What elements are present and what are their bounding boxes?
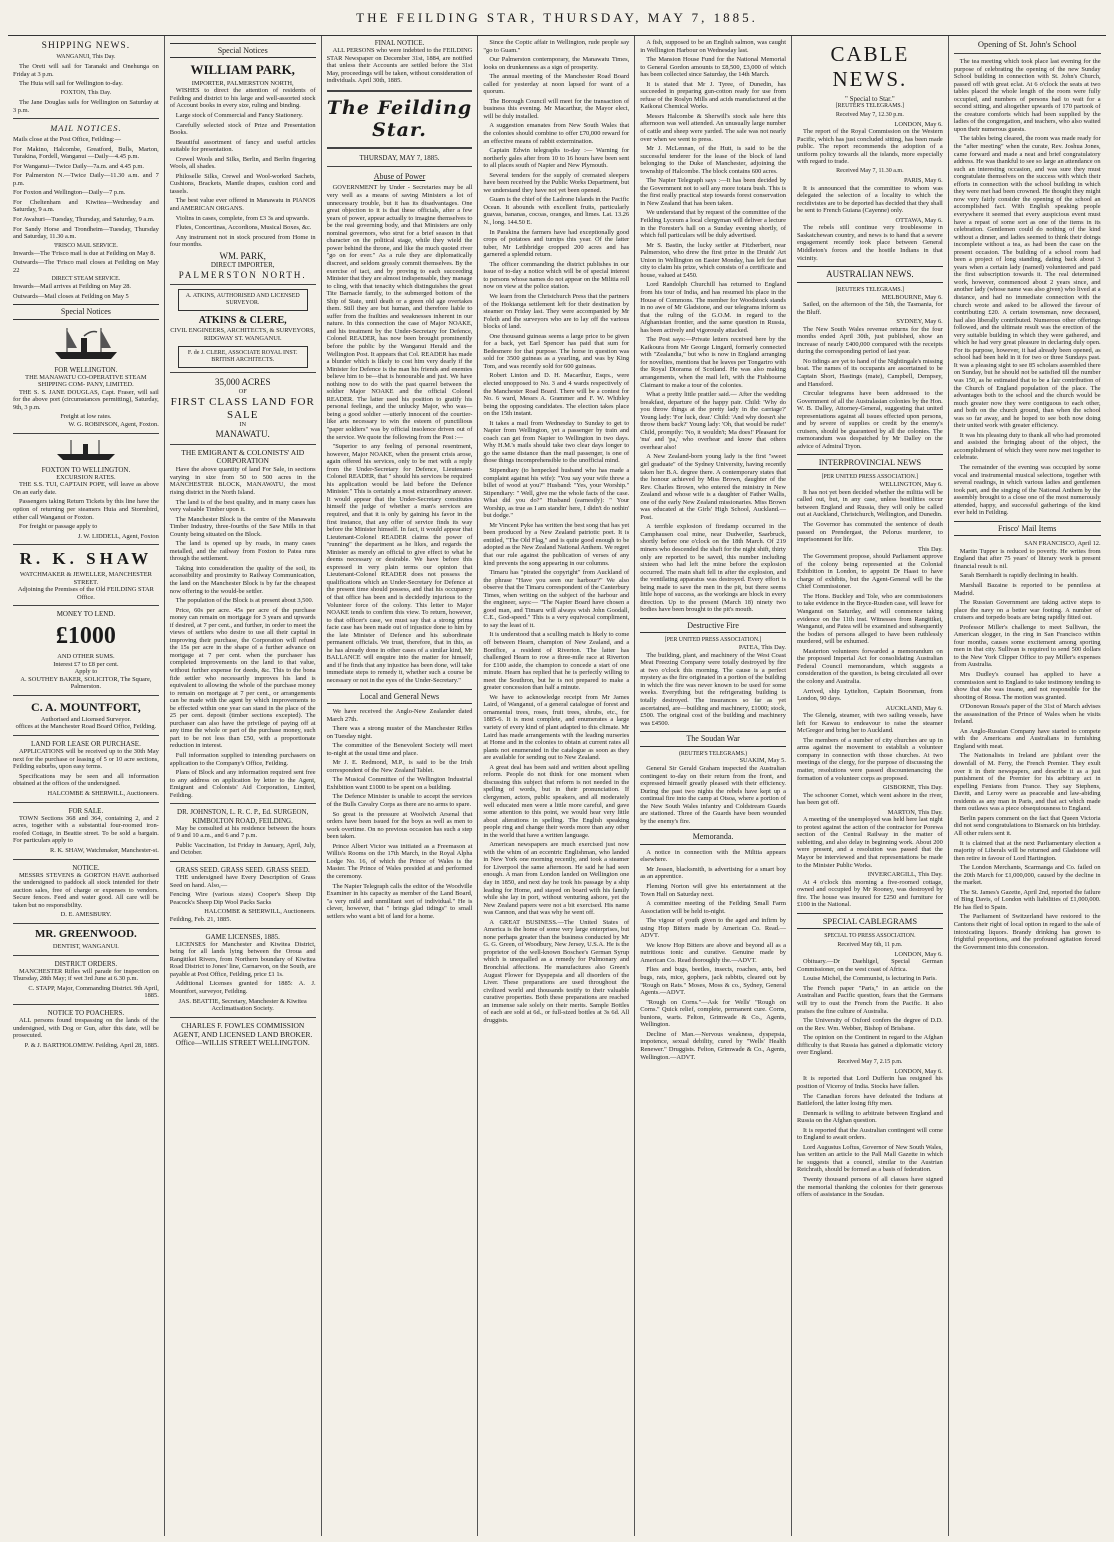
ad-text: Price, 60s per acre. 45s per acre of the purchase money can remain on mortgage for 3 years and upwards if desired, at 7 per cent., and further, in order to meet the views of settlers who desire to use all their capital in improving their purchase, the Corporation will refund the 15s per acre in the shape of a further advance on mortgage at 7 per cent. when the purchaser has completed improvements on the land to that value, without further expense for deeds, &c. This to the bona fide settler who necessarily improves his land is equivalent to allowing the whole of the purchase money to remain on mortgage at 7 per cent., or arrangements can be made with the agent by which improvements to be effected within one year can stand in the place of the 25 per cent. deposit (timber sections excepted). The purchaser can also have the privilege of paying off at any time the whole or part of the purchase money, such part to be not less than £50, with a proportionate reduction in interest. [169,606,316,750]
ad-text: LICENSES for Manchester and Kiwitea District, being for all lands lying between the Oroua and Rangitikei Rivers, from Northern boundary of Kiwitea Road District to Jones' line, Carnarvon, on the South, are payable at Post Office, Feilding, price £1 1s. [169,940,316,978]
divider [170,444,316,445]
ad-text: The land is of the best quality, and in many cases has very valuable Timber upon it. [169,498,316,514]
ad-heading: FOXTON TO WELLINGTON. [41,465,131,474]
column-5 [635,36,792,1536]
news-item: It is announced that the committee to whom was delegated the selection of a locality to which the recidivistes are to be deported has decided that they shall be sent to French Guiana (Cayenne) only. [796,184,943,215]
news-item: Stipendiary (to henpecked husband who has made a complaint against his wife): "You say your wife threw a billet of wood at you?" Husband: "Yes, your Worship." Stipendiary: " Well, give me the whole facts of the case. What did you do?" Husband (earnestly): " Your Worship, as true as I am standin' here, I didn't do nothin' but dodge." [483,466,630,520]
news-item: Guam is the chief of the Ladrone Islands in the Pacific Ocean. It abounds with excellent fruits, particularly guavas, bananas, cocoas, oranges, and limes. Lat. 13.26 N., long. 144.50 E. [483,196,630,227]
news-item: One thousand guineas seems a large price to be given for a back, yet Earl Spencer has paid that sum for Bedesmere for that purpose. The horse in question was sold for 3500 guineas as a yearling, and was by King Tom, and was recently sold for 600 guineas. [483,332,630,370]
issue-date: THURSDAY, MAY 7, 1885. [359,153,440,162]
ad-text: Have the above quantity of land For Sale, in sections varying in size from 50 to 500 acres in the MANCHESTER BLOCK, MANAWATU, the most rising district in the North Island. [169,466,316,496]
divider [327,90,473,92]
steamship-icon [51,438,121,462]
news-item: We know Hop Bitters are above and beyond all as a nutritious tonic and curative. Genuine made by American Co. Read thoroughly the.—ADVT. [640,941,786,964]
shipping-item: The Oreti will sail for Taranaki and Onehunga on Friday at 3 p.m. [13,63,159,78]
ad-heading: MANAWATU. [215,429,270,440]
ad-text: Full information supplied to intending purchasers on application to the Company's Office, Feilding. [169,752,316,767]
ad-text: The population of the Block is at present about 3,500. [175,597,314,605]
article-text: The tables being cleared, the room was made ready for the "after meeting" when the curate, Rev. Joshua Jones, came forward and made a neat and brief congratulatory address. He was thankful to see so large an attendance on such an interesting occasion, and was sure they must congratulate themselves on the success with which their efforts in connection with the school building in which they were met had been crowned. He thought they might now very fairly consider the opening of the school an accomplished fact. With English speaking people everywhere it seemed that every auspicious event must have a repast of some sort as one of the items in its celebration. Gentlemen could do nothing of the kind without a dinner, and ladies seemed to think their doings incomplete without a tea, as had been the case on the present occasion. The building of a school room had been a project of long standing, dating back about 3 years when a certain lady (named) volunteered and paid the first subscription towards it. The real determined work, however, commenced about 2 years since, and another lady (whose name was also given) who lived at a distance, and had no immediate connection with the church wrote and asked to be allowed the favour of contributing £20. A certain townsman, now deceased, had also liberally contributed. Numerous other offerings followed, and the ultimate result was the erection of the very suitable building in which they were gathered, and which he had very great pleasure in declaring duly open. For its purpose, however, it had already been opened, as school had been held in it for two or three Sundays past. It was a pleasing sight to see 85 scholars assembled there on Sunday, but he should not be satisfied till the number was 150, as he estimated that to be a fair contribution of the Church of England population of the place. The advantages both to the school and the church would be much greater now they were contiguous to each other, and both on the church ground, than when the school was so far away, and he hoped to see both now doing their united work with greater efficiency. [953,135,1101,430]
divider [13,955,159,956]
mail-item: Mails close at the Post Office, Feilding:— [13,136,121,144]
ad-text: Taking into consideration the quality of the soil, its accessibility and proximity to Railway Communication, the land on the Manchester Block is by far the cheapest now offering to the would-be settler. [169,564,316,595]
ad-text: THE S.S. TUI, CAPTAIN POPE, will leave as above On an early date. [13,481,159,496]
section-heading: Memoranda. [640,829,786,844]
ad-text: Specifications may be seen and all information obtained at the offices of the undersigned. [13,772,159,788]
ad-signature: R. K. SHAW, Watchmaker, Manchester-st. [49,846,159,854]
shipping-item: The Huia will sail for Wellington to-day. [19,80,123,88]
news-item: Mr J. E. Redmond, M.P., is said to be the Irish correspondent of the New Zealand Tablet. [326,759,473,774]
news-item: Lord Randolph Churchill has returned to England from his tour of India, and has resumed his place in the House of Commons. The member for Woodstock stands in no awe of Mr Gladstone, and our telegrams inform us that the ruling of the G.O.M. in regard to the Afghanistan frontier, and the same question in Russia, has been actively and vigorously attacked. [640,281,786,334]
section-heading: INTERPROVINCIAL NEWS [797,454,943,470]
ad-subheading: EXCURSION RATES. [56,473,116,481]
ad-signature: C. STAPP, Major, Commanding District. 9th April, 1885. [28,984,159,1000]
wire-credit: [PER UNITED PRESS ASSOCIATION.] [664,637,762,644]
ad-heading: THE EMIGRANT & COLONISTS' AID CORPORATION [181,447,305,466]
news-item: A New Zealand-born young lady is the first "sweet girl graduate" of the Sydney University, having recently taken her B.A. degree there. A contemporary states that the honour achieved by Miss Brown, daughter of the Rev. Charles Brown, who entered the ministry in New Zealand and whose wife is a daughter of Father Wallis, one of the early New Zealand missionaries. Miss Brown was educated at the Girls' High School, Auckland.—Post. [640,453,786,521]
news-item: Mr Jessen, blacksmith, is advertising for a smart boy as an apprentice. [640,865,786,881]
news-item: Robert Linton and D. H. Macarthur, Esqrs., were elected unopposed to No. 3 and 4 wards respectively of the Manchester Road Board. There will be a contest for No. 6 ward, Messrs A. Grammer and F. W. Whibley being the opposing candidates. The election takes place on the 15th instant. [483,372,630,418]
dateline: LONDON, May 6. [894,120,943,128]
received-time: Received May 6th, 11 p.m. [837,941,903,948]
page-masthead: THE FEILDING STAR, THURSDAY, MAY 7, 1885. [8,0,1106,36]
dateline: OTTAWA, May 6. [895,216,943,224]
ad-text: THE undersigned have Every Description of Grass Seed on hand. Also,— [169,874,316,889]
news-item: The French paper "Paris," in an article on the Australian and Pacific question, fears that the Germans will try to oust the French from the Pacific. It also praises the fine culture of Australia. [796,984,943,1015]
ad-heading: WILLIAM PARK, [190,62,295,78]
mail-subheading: 'FRISCO MAIL SERVICE. [53,242,118,249]
news-item: The schooner Comet, which went ashore in the river, has been got off. [796,791,943,807]
divider [327,147,473,149]
news-item: It is reported that Lord Dufferin has resigned his position of Viceroy of India. Stocks have fallen. [796,1075,943,1091]
ad-text: Freight at low rates. [60,413,112,421]
ad-text: May be consulted at his residence between the hours of 9 and 10 a.m., and 6 and 7 p.m. [169,824,316,840]
ad-text: Any instrument not in stock procured from Home in four months. [169,233,316,249]
news-item: Louise Michel, the Communist, is lecturing in Paris. [802,975,937,983]
ad-heading: MR. GREENWOOD. [35,928,137,941]
ad-text: THE S. S. JANE DOUGLAS, Capt. Fraser, will sail for the above port (circumstances permitting), Saturday, 9th, 3 p.m. [13,388,159,411]
news-item: Berlin papers comment on the fact that Queen Victoria did not send congratulations to Bismarck on his birthday. All other rulers sent it. [953,814,1101,837]
section-heading: Special Notices [170,43,316,58]
news-item: Flies and bugs, beetles, insects, roaches, ants, bed bugs, rats, mice, gophers, jack rabbits, cleared out by "Rough on Rats." Moses, Moss & co., Sydney, General Agents.—ADVT. [640,966,786,997]
news-item: The committee of the Benevolent Society will meet to-night at the usual time and place. [326,742,473,757]
dateline: GISBORNE, This Day. [882,784,943,792]
news-item: Mr Vincent Pyke has written the best song that has yet been produced by a New Zealand patriotic poet. It is entitled, "The Old Flag," and is quite good enough to be adopted as the New Zealand National Anthem. We regret that our rule against the publication of verses of any kind prevents the song appearing in our columns. [483,521,630,567]
ad-date: Feilding, Feb. 21, 1885. [169,915,232,923]
divider [170,284,316,285]
news-item: Martin Tupper is reduced to poverty. He writes from England that after 75 years' of literary work is present financial result is nil. [953,547,1101,570]
mail-heading: MAIL NOTICES. [50,123,122,134]
news-item: Messrs Halcombe & Sherwill's stock sale here this afternoon was well attended. An unusually large number of cattle and sheep were yarded. The sale was not nearly over when we went to press. [640,112,786,143]
divider [170,803,316,804]
dateline: MARTON, This Day. [887,808,943,816]
ad-text: Flutes, Concertinas, Accordions, Musical Boxes, &c. [175,224,312,232]
section-heading: AUSTRALIAN NEWS. [797,266,943,283]
ad-heading: CHARLES F. FOWLES COMMISSION AGENT, AND LICENSED LAND BROKER. Office—WILLIS STREET WELLINGTON. [172,1020,313,1048]
ad-signature: J. W. LIDDELL, Agent, Foxton [77,532,159,540]
ad-text: Additional Licenses granted for 1885: A. J. Mountfort, surveyor, Feilding. [169,980,316,996]
divider [13,859,159,860]
news-item: The Nationalists in Ireland are jubilant over the downfall of M. Ferry, the French Premier. They exult over it in their newspapers, and describe it as a just punishment of the Premier for his arbitrary act in expelling Fenians from France. They say Stephens, Davitt, and Leroy were as peaceable and law-abiding residents as any man in Paris, and that act which made them outlaws was a piece obsequiousness to England. [953,752,1101,813]
dateline: MELBOURNE, May 6. [881,293,943,301]
news-item: O'Donovan Rossa's paper of the 31st of March advises the assassination of the Prince of Wales when he visits Ireland. [953,703,1101,726]
news-item: A committee meeting of the Feilding Small Farm Association will be held to-night. [640,900,786,915]
wire-credit: [PER UNITED PRESS ASSOCIATION.] [821,474,919,481]
mail-item: For Cheltenham and Kiwitea—Wednesday and Saturday, 9 a.m. [13,198,159,214]
ad-text: Fencing Wire (various sizes) Cooper's Sheep Dip Peacock's Sheep Dip Wool Packs Sacks [169,891,316,906]
ad-text: Interest £7 to £8 per cent. [53,660,119,668]
news-item: So great is the pressure at Woolwich Arsenal that orders have been issued for the boys as well as men to work overtime. On no previous occasion has such a step been taken. [326,810,473,841]
mail-item: Outwards—Mail closes at Feilding on May 5 [13,292,129,300]
news-item: The vigour of youth given to the aged and infirm by using Hop Bitters made by American Co. Read.—ADVT. [640,917,786,940]
dateline: SUAKIM, May 5. [739,757,786,765]
news-item: The Napier Telegraph says :—It has been decided by the Government not to sell any more totara bush. This is the first really practical step towards forest conservation in New Zealand that has been taken. [640,177,786,207]
news-item: The Russian Government are taking active steps to place the navy on a better war footing. A number of cruisers and torpedo boats are being rapidly fitted out. [953,599,1101,622]
dateline: LONDON, May 6. [894,1067,943,1075]
news-item: The Defence Minister is unable to accept the services of the Bulls Cavalry Corps as there are no arms to spare. [326,793,473,809]
ad-heading: C. A. MOUNTFORT, [31,699,141,714]
ad-text: MESSRS STEVENS & GORTON HAVE authorised the undersigned to paddock all stock intended for their auction sales, free of charge or expenses to vendors. Secure fences. Feed and water good. All care will be taken but no responsibility. [13,871,159,909]
ad-heading: GAME LICENSES, 1885. [205,932,280,941]
mail-item: For Awahuri—Tuesday, Thursday, and Saturday, 9 a.m. [13,216,155,224]
news-item: American newspapers are much exercised just now with the whim of an eccentric Englishman, who landed in New York one morning recently, and took a steamer for Liverpool the same afternoon. He said he had seen enough. A man from London landed on Wellington one day in 1850, and next day he took his passage by a ship leading for Home, and stayed on board with his family while she lay in port, without venturing ashore, yet the New Zealand papers were not a bit exercised. His name was Cannon, and that was why he went off. [483,841,630,917]
ad-text: Violins in cases, complete, from £3 3s and upwards. [175,214,310,222]
news-item: The opinion on the Continent in regard to the Afghan difficulty is that Russia has gained a diplomatic victory over England. [796,1034,943,1057]
news-item: No tidings are yet to hand of the Nightingale's missing boat. The names of its occupants are ascertained to be Captain Short, Hastings (mate), Campbell, Dempsey, and Hansford. [796,357,943,388]
ad-text: Crewel Wools and Silks, Berlin, and Berlin fingering Wools, all shades. [169,155,316,171]
ad-box: A. ATKINS, AUTHORISED AND LICENSED SURVEYOR. [178,289,308,311]
news-item: Since the Coptic affair in Wellington, rude people say "go to Guam." [483,39,630,54]
notice-heading: FINAL NOTICE. [374,39,425,47]
news-item: The Borough Council will meet for the transaction of business this evening. Mr Macarthur, the Mayor elect, will be duly installed. [483,97,630,120]
dateline: SYDNEY, May 6. [896,318,943,326]
divider [13,433,159,434]
ad-heading: NOTICE TO POACHERS. [47,1008,125,1017]
news-item: Timaru has "pirated the copyright" from Auckland of the phrase "Have you seen our harbour?" We also observe that the Timaru correspondent of the Canterbury Times, when writing on the subject of the harbour and the engineer, says:— "The Napier Board have chosen a good man, and Timaru will always wish John Goodall, C.E., God-speed." This is a very equivocal compliment, to say the least of it. [483,569,630,629]
ad-box: F. de J. CLERE, ASSOCIATE ROYAL INST. BRITISH ARCHITECTS. [178,346,308,368]
ad-text: Large stock of Commercial and Fancy Stationery. [175,111,303,119]
shipping-heading: SHIPPING NEWS. [41,41,131,51]
news-item: Sarah Bernhardt is rapidly declining in health. [959,572,1078,580]
section-heading: Destructive Fire [640,618,786,633]
ad-subheading: CIVIL ENGINEERS, ARCHITECTS, & SURVEYORS, RIDGWAY ST. WANGANUI. [170,327,316,342]
news-item: We have to acknowledge receipt from Mr James Laird, of Wanganui, of a general catalogue of forest and ornamental trees, roses, fruit trees, shrubs, etc., for 1885-6. It is most complete, and enumerates a large variety of every kind of plant adapted to this climate. Mr Laird has made arrangements with the leading nurseries at Home and in the colonies to obtain at current rates all plants not enumerated in the catalogue as soon as they are available for sending out to New Zealand. [483,693,630,762]
column-6 [792,36,949,1536]
received-time: Received May 7, 11.30 a.m. [836,167,904,174]
news-item: Mr J. McLennan, of the Hutt, is said to be the successful tenderer for the lease of the block of land belonging to the Duke of Manchester, adjoining the township of Halcombe. The block contains 600 acres. [640,145,786,175]
news-item: A notice in connection with the Militia appears elsewhere. [640,848,786,864]
news-item: The Mansion House Fund for the National Memorial to General Gordon amounts to £8,500, £3,000 of which has been collected since Saturday, the 14th March. [640,56,786,79]
dateline: PATEA, This Day. [738,644,786,652]
news-item: Sailed, on the afternoon of the 5th, the Tasmania, for the Bluff. [796,301,943,316]
ad-text: Carefully selected stock of Prize and Presentation Books. [169,121,316,137]
mail-item: Inwards—The 'Frisco mail is due at Feilding on May 8. [13,249,156,257]
ad-heading: IN [239,421,247,429]
ad-text: TOWN Sections 368 and 364, containing 2, and 2 acres, together with a substantial four-roomed iron-roofed Cottage, in Beattie street. To be sold a bargain. For particulars apply to [13,814,159,845]
column-4 [478,36,635,1536]
column-container [8,36,1106,1536]
ad-heading: DISTRICT ORDERS. [54,959,118,968]
dateline: SAN FRANCISCO, April 12. [1024,540,1101,548]
steamship-icon [51,324,121,362]
shipping-item: The Jane Douglas sails for Wellington on Saturday at 3 p.m. [13,99,159,114]
ad-subheading: Authorised and Licensed Surveyor. [40,715,131,723]
news-item: Circular telegrams have been addressed to the Government of all the Australasian colonies by the Hon. W. B. Dalley, Attorney-General, suggesting that united representations against all issues effected upon persons, and by severe of supplies or credit by the enemy's cruisers, should be guaranteed by all the colonies. The memorandum was despatched by Mr Dalley on the advice of Admiral Tryon. [796,390,943,450]
mail-item: For Palmerston N.—Twice Daily—11.30 a.m. and 7 p.m. [13,172,159,187]
ad-heading: FOR WELLINGTON. [54,365,118,374]
news-item: The Musical Committee of the Wellington Industrial Exhibition want £1000 to be spent on a building. [326,776,473,791]
received-time: Received May 7, 2.15 p.m. [837,1058,903,1065]
news-item: The Parliament of Switzerland have restored to the Cantons their right of local option in regard to the sale of intoxicating liquors. Brandy drinking has grown to frightful proportions, and the profound agitation forced the Government into this concession. [953,913,1101,951]
column-2 [165,36,322,1536]
ad-signature: DIRECT IMPORTER, [210,261,275,270]
ad-text: The land is opened up by roads, in many cases metalled, and the railway from Foxton to Patea runs through the settlement. [169,540,316,563]
ad-subheading: AND OTHER SUMS. [57,653,115,660]
dateline: AUCKLAND, May 6. [885,704,943,712]
ad-text: Public Vaccination, 1st Friday in January, April, July, and October. [169,841,316,857]
divider [13,605,159,606]
ad-subheading: WATCHMAKER & JEWELLER, MANCHESTER STREET. [19,571,152,586]
dateline: This Day. [917,545,943,553]
news-item: An Anglo-Russian Company have started to compete with the Americans and Australians in furnishing England with meat. [953,727,1101,750]
divider [13,923,159,924]
ad-heading: OF [238,387,247,395]
column-3 [322,36,479,1536]
dateline: WELLINGTON, May 6. [879,481,943,489]
dateline: PARIS, May 6. [903,177,943,185]
ad-heading: FIRST CLASS LAND FOR SALE [170,395,315,421]
news-item: It has not yet been decided whether the militia will be called out, but, in any case, unless hostilities occur between England and Russia, they will only be called out at Auckland, Christchurch, Wellington, and Dunedin. [796,488,943,519]
newspaper-logo: The Feilding Star. [326,96,473,142]
article-heading: Opening of St. John's School [977,39,1077,49]
ad-signature: WM. PARK, [219,250,266,261]
article-text: "Superior to any feeling of personal resentment, however, Major NOAKE, when the present crisis arose, again offered his services, only to be met with a reply from the Under-Secretary for Defence, Lieutenant-Colonel READER, that " should his services be required his application would be laid before the Defence Minister." This is certainly a most extraordinary answer. It would appear that the Under-Secretary constitutes himself the judge of whether a man's services are required, and that it is only by gaining his favor in the first instance, that any offer of service finds its way before the Minister himself. In fact, it would appear that Lieutenant-Colonel READER claims the power of "running" the department as he likes, and regards the Minister as merely an official to give effect to what he deems necessary or desirable. We have before this expressed in very plain terms our opinion that Lieutenant-Colonel READER does not possess the qualifications which an Under-Secretary for Defence at the present time should possess, and that his occupancy of that office has been and is decidedly injurious to the Volunteer force of the colony. This letter to Major NOAKE tends to confirm this view. To return, however, to that officer's case, we must say that a strong prima facie case has been made out of injustice done to him by the late Minister of Defence and his subordinate permanent officials. We trust, therefore, that in this, as he has already done in other cases of a similar kind, Mr BALLANCE will enquire into the matter for himself, and if he finds that any injustice has been done, will take immediate steps to remedy it, whether such a course be necessary or not in the eyes of the Under-Secretary." [326,443,473,685]
wire-credit: [REUTER'S TELEGRAMS.] [835,102,904,109]
news-item: The Napier Telegraph calls the editor of the Woodville Examiner in his capacity as member of the Land Board, "a very mild and unmilitant sort of individual." He is clever, however, that " brings glad tidings" to small settlers who want a bit of land for a home. [326,882,473,920]
wire-credit: (REUTER'S TELEGRAMS.) [678,750,748,757]
news-item: The Governor has commuted the sentence of death passed on Prendergast, the Pelorus murderer, to imprisonment for life. [796,521,943,544]
news-item: Masterton volunteers forwarded a memorandum on the proposed Imperial Act for consolidating Australian Federal Council memorandum, which suggests a consideration of the question, is being circulated all over the colony and Australia. [796,647,943,685]
divider [13,118,159,119]
news-item: Prince Albert Victor was initiated as a Freemason at Willis's Rooms on the 17th March, in the Royal Alpha Lodge No. 16, of which the Prince of Wales is the Master. The Prince of Wales presided at and performed the ceremony. [326,842,473,880]
article-text: The remainder of the evening was occupied by some vocal and instrumental musical selections, together with several readings, in which various ladies and gentlemen took part, and the singing of the National Anthem by the assembly brought to a close one of the most numerously attended, happy, and successful gatherings of the kind ever held in Feilding. [953,464,1101,517]
divider [13,735,159,736]
news-item: The building, plant, and machinery of the West Coast Meat Freezing Company were totally destroyed by fire at two o'clock this morning. The cause is a perfect mystery as the fire originated in a portion of the building in which the fire was never known to be used for some weeks. Everything but the refrigerating building is totally destroyed. The insurances so far as yet ascertained, are—building and machinery, £1000; stock, £500. The original cost of the building and machinery was £4500. [640,651,786,727]
news-item: General Sir Gerald Graham inspected the Australian contingent to-day on their return from the front, and expressed himself greatly pleased with their efficiency. During the past two nights the rebels have kept up a continual fire into the camp at Otsoa, where a portion of the New South Wales infantry and Coldstream Guards are stationed. Three of the Guards have been wounded by the enemy's fire. [640,765,786,825]
news-item: We have received the Anglo-New Zealander dated March 27th. [326,708,473,723]
news-item: What a pretty little prattler said.— After the wedding breakfast, departure of the happy pair. Child: 'Why do you throw things at the pretty lady in the carriage?' Young lady: 'For luck, dear.' Child: 'And why doesn't she throw them back?' Young lady: 'Oh, that would be rude!' Child, promptly: 'No, it wouldn't; Ma does!' Pleasant for 'ma' and 'pa,' who overhear and know that others overhear also! [640,391,786,451]
wire-credit: SPECIAL TO PRESS ASSOCIATION. [824,932,916,939]
ad-heading: R. K. SHAW [19,549,153,569]
news-item: Our Palmerston contemporary, the Manawatu Times, looks on drunkenness as a sign of prosperity. [483,56,630,71]
mail-item: Outwards—The 'Frisco mail closes at Feilding on May 22 [13,259,159,274]
dateline: FOXTON, This Day. [60,89,112,96]
news-item: In Parakina the farmers have had exceptionally good crops of potatoes and turnips this year. Of the latter tuber, Mr Lethbridge cropped 200 acres and has garnered a splendid return. [483,228,630,259]
divider [13,544,159,545]
ad-heading: LAND FOR LEASE OR PURCHASE. [30,739,141,748]
ad-signature: PALMERSTON NORTH. [178,269,307,280]
news-item: There was a strong muster of the Manchester Rifles on Tuesday night. [326,725,473,740]
news-item: It is claimed that at the next Parliamentary election a majority of Liberals will be returned and Gladstone will then retire in favour of Lord Hartington. [953,839,1101,862]
notice-text: ALL PERSONS who were indebted to the FEILDING STAR Newspaper on December 31st, 1884, are notified that unless their Accounts are settled before the 31st May, proceedings will be taken, without consideration of individuals. April 30th, 1885. [326,47,473,85]
ad-text: MANCHESTER Rifles will parade for inspection on Thursday, 28th May; if wet 3rd June at 6.30 p.m. [13,967,159,983]
ad-text: Apply to [74,668,98,676]
section-heading: Frisco' Mail Items [954,521,1101,536]
news-item: It is understood that a sculling match is likely to come off between Hearn, champion of New Zealand, and a Bonifice, a resident of Riverton. The latter has challenged Hearn to row a three-mile race at Riverton for £100 aside, the champion to concede a start of one minute. Hearn has replied that he is perfectly willing to meet the Southron, but he is not prepared to make a greater concession than half a minute. [483,631,630,692]
article-text: GOVERNMENT by Under - Secretaries may be all very well as a means of saving Ministers a lot of unnecessary trouble, but it has its disadvantages. One great objection to it is that these officials, after a few years of power, appear actually to imagine themselves to be the real governing body, and that Ministers are only nominal governors, who strut for a brief season in that character on the political stage, while they wield the power behind the throne, and like the much quoted river "go on for ever." As a rule they are diplomatically discreet, and seldom grossly commit themselves. By the exercise of tact, and by proving to each succeeding Minister that they are almost indispensable, they manage to cling, with that tenacity which distinguishes the great Tite Barnacle family, to the submerged bottom of the Ship of State, until death or a green old age overtakes them. Still they are but human, and therefore liable to suffer from the frailties and weaknesses inherent in our nature. In this connection the case of Major NOAKE, and his treatment by the Under-Secretary for Defence, Colonel READER, has now been brought prominently before the public by the Wanganui Herald and the Wellington Post. It appears that Col. READER has made a blunder which is likely to cost him very dearly if the Minister for Defence is the man his friends and enemies believe him to be—that is honourable and just. We have nothing now to do with the past quarrel between the soldier Major NOAKE and the official Colonel READER. The latter used his position to gratify his personal feelings, and the unlucky Major, who was—being a good soldier —utterly innocent of the courtier-like arts necessary to win the esteem of punctilious "paper soldiers" was by official insolence driven out of the service. We quote the following from the Post :— [326,184,473,441]
news-item: The New South Wales revenue returns for the four months ended April 30th, just published, show an increase of nearly £400,000 compared with the receipts during the corresponding period of last year. [796,325,943,356]
ad-text: For freight or passage apply to [19,523,98,531]
article-text: The tea meeting which took place last evening for the purpose of celebrating the opening of the new Sunday School building in connection with St. John's Church, passed off with great eclat. At 6 o'clock the seats at two tables placed the whole length of the room were fully occupied, and numbers of persons had to wait for a second sitting, and altogether upwards of 170 partook of the creature comforts which had been supplied by the ladies of the congregation, and teachers, who also waited upon their numerous guests. [953,58,1101,133]
news-item: Twenty thousand persons of all classes have signed the memorial thanking the colonies for their generous offers of assistance in the Soudan. [796,1176,943,1199]
column-1 [8,36,165,1536]
news-item: The Post says:—Private letters received here by the Kaikoura from Mr George Lingard, formerly connected with "Zealandia," but who is now in England arranging for novelties, mentions that he leaves per Tongariro with the Royal Diorama of Scotland. He was also making arrangements, when the mail left, with the Fishbourne Claimant to make a tour of the colonies. [640,336,786,389]
ad-subheading: DENTIST, WANGANUI. [52,943,119,950]
news-item: Obituary.—Dr Daehligel, Special German Commissioner, on the west coast of Africa. [796,958,943,973]
divider [13,802,159,803]
divider [170,1017,316,1018]
news-item: Marshall Bazaine is reported to be penniless at Madrid. [953,582,1101,597]
news-item: The Hons. Buckley and Tole, who are commissioners to take evidence in the Bryce-Rusden case, will leave for Wanganui on Saturday, and will commence taking evidence on the 11th inst. Witnesses from Rangitikei, Wanganui, and Patea will be examined and subsequently the bodies of persons alleged to have been ruthlessly murdered, will be exhumed. [796,592,943,646]
divider [170,861,316,862]
mail-subheading: DIRECT STEAM SERVICE. [51,276,121,283]
ad-heading: MONEY TO LEND. [56,610,116,619]
news-item: The rebels still continue very troublesome in Saskatchewan country, and news is to hand that a severe engagement recently took place between General Middleton's forces and the hostile Indians in that vicinity. [796,224,943,262]
section-heading: CABLE NEWS. [830,42,910,91]
news-item: The Government propose, should Parliament approve of the colony being represented at the Colonial Exhibition in London, to appoint Dr Haast to have charge of exhibits, but the Agent-General will be the Chief Commissioner. [796,553,943,591]
article-heading: Abuse of Power [373,172,426,182]
news-item: It takes a mail from Wednesday to Sunday to get to Napier from Wellington, yet a passenger by train and coach can get from Napier to Wellington in two days. Why H.M.'s mails should take two clear days longer to go the same distance than the mail passenger, is one of those things incomprehensible to the unofficial mind. [483,419,630,465]
wire-credit: [REUTER'S TELEGRAMS.] [835,286,904,293]
ad-signature: A. SOUTHEY BAKER, SOLICITOR, The Square, Palmerston. [20,675,152,691]
news-item: Mr S. Bastin, the lucky settler at Fitzherbert, near Palmerston, who drew the first prize in the Druids' Art Union in Wellington on Easter Monday, has left for that city to claim his prize, which consists of a certificate and house, valued at £450. [640,241,786,279]
section-heading: Local and General News [327,689,473,704]
ad-signature: HALCOMBE & SHERWILL, Auctioneers. [204,908,316,916]
ad-signature: D. E. AMESBURY. [60,911,112,919]
mail-item: For Wanganui—Twice Daily—7a.m. and 4.45 p.m. [13,162,144,170]
section-heading: Special Notices [13,304,159,319]
news-item: The London Merchants, Scarmanga and Co. failed on the 20th March for £1,000,000, caused by the decline in the market. [953,864,1101,887]
divider [327,166,473,167]
news-item: Arrived, ship Lyttelton, Captain Boorsman, from London, 90 days. [796,687,943,703]
news-item: At 4 o'clock this morning a five-roomed cottage, owned and occupied by Mr Rooney, was destroyed by fire. The house was insured for £250 and furniture for £100 in the National. [796,878,943,909]
ad-text: APPLICATIONS will be received up to the 30th May next for the purchase or leasing of 5 or 10 acre sections, Feilding suburbs, upon easy terms. [13,748,159,771]
ad-text: offices at the Manchester Road Board Office, Feilding. [15,723,157,731]
news-item: The officer commanding the district publishes in our issue of to-day a notice which will be of special interest to persons whose names do not appear on the Militia roll now on view at the police station. [483,260,630,291]
ad-signature: JAS. BEATTIE, Secretary, Manchester & Kiwitea Acclimatisation Society. [178,997,307,1013]
section-heading: The Soudan War [640,731,786,746]
divider [170,372,316,373]
news-item: A fish, supposed to be an English salmon, was caught in Wellington Harbour on Wednesday last. [640,39,786,54]
news-item: A GREAT BUSINESS.—The United States of America is the home of some very large enterprises, but none perhaps greater than the business conducted by Mr G. G. Green, of Woodbury, New Jersey, U.S.A. He is the proprietor of the well-known Boschee's German Syrup which is unequalled as a remedy for Pulmonary and Bronchial affections. He manufactures also Green's August Flower for Dyspepsia and all disorders of the Liver. These preparations are used throughout the civilized world and thousands testify to their valuable curative properties. Both these preparations are reached an immense sale solely on their merits. Sample Bottles of each are sold at 6d., or full-sized bottles at 3s 6d. All druggists. [483,918,630,1024]
ad-text: ALL persons found trespassing on the lands of the undersigned, with Dog or Gun, after this date, will be prosecuted. [13,1017,159,1040]
ad-signature: W. G. ROBINSON, Agent, Foxton. [68,421,159,429]
ad-signature: P. & J. BARTHOLOMEW. Feilding, April 28, 1885. [24,1041,159,1049]
ad-text: Beautiful assortment of fancy and useful articles suitable for presentation. [169,138,316,154]
news-item: Several tenders for the supply of cremated sleepers have been received by the Public Works Department, but we understand they have not yet been opened. [483,171,630,194]
news-item: The report of the Royal Commission on the Western Pacific, which has just concluded sitting, has been made public. The report recommends the adoption of a uniform policy towards all the islands, more especially with regard to trade. [796,128,943,166]
ad-text: Plans of Block and any information required sent free to any address on application by letter to the Agent, Emigrant and Colonists' Aid Corporation, Limited, Feilding. [169,769,316,799]
ad-text: The Manchester Block is the centre of the Manawatu Timber Industry, three-fourths of the Saw Mills in that County being situated on the Block. [169,515,316,538]
news-item: We learn from the Christchurch Press that the partners of the Hokianga settlement left for their destination by steamer on Friday last. They were accompanied by Mr Foleth and the surveyors who are to lay off the various blocks of land. [483,292,630,331]
ad-signature: HALCOMBE & SHERWILL, Auctioneers. [47,789,159,797]
ad-text: Passengers taking Return Tickets by this line have the option of returning per steamers Huia and Stormbird, either call Wanganui or Foxton. [13,498,159,521]
dateline: INVERCARGILL, This Day. [867,871,943,879]
news-item: The Canadian forces have defeated the Indians at Battleford, the latter losing fifty men. [796,1092,943,1108]
ad-subheading: THE MANAWATU CO-OPERATIVE STEAM SHIPPING COM- PANY, LIMITED. [25,373,147,389]
news-item: The members of a number of city churches are up in arms against the movement to establish a volunteer company in connection with those churches. At two meetings of the clergy, for the purpose of discussing the matter, resolutions were passed discountenancing the formation of a volunteer corps as proposed. [796,736,943,782]
ad-subheading: IMPORTER, PALMERSTON NORTH, [191,79,294,87]
mail-item: Inwards—Mail arrives at Feilding on May 28. [13,282,132,290]
news-item: A meeting of the unemployed was held here last night to protest against the action of the contractor for Porewa section of the Central Railway in the matter of subletting, and also delay in beginning work. About 200 were present, and a resolution was passed that the Mayor be interviewed and that representations be made to the Minister Public Works. [796,816,943,869]
news-item: Denmark is willing to arbitrate between England and Russia on the Afghan question. [796,1109,943,1125]
ad-heading: DR. JOHNSTON, L. R. C. P., Ed. SURGEON, KIMBOLTON ROAD, FEILDING. [177,808,309,825]
mail-item: For Makino, Halcombe, Greatford, Bulls, Marton, Turakina, Fordell, Wanganui —Daily—4.45 p.m. [13,145,159,161]
ad-text: Adjoining the Premises of the Old FEILDING STAR Office. [17,586,154,601]
news-item: "Rough on Corns."—Ask for Wells' "Rough on Corns." Quick relief, complete, permanent cure. Corns, bunions, warts. Felton, Grimwade & Co., Agents, Wellington. [640,998,786,1029]
ad-amount: £1000 [55,622,116,649]
news-item: Fleming Norton will give his entertainment at the Town Hall on Saturday next. [640,883,786,898]
news-item: Mrs Dudley's counsel has applied to have a commission sent to England to take testimony tending to show that she was insane, and not responsible for the shooting of Rossa. The motion was granted. [953,671,1101,701]
ad-heading: FOR SALE. [68,806,104,815]
mail-item: For Foxton and Wellington—Daily—7 p.m. [13,189,126,197]
ad-heading: GRASS SEED. GRASS SEED. GRASS SEED. [175,865,310,874]
news-item: It is stated that Mr J. Tyree, of Dunedin, has succeeded in preparing gun-cotton ready for use from refuse of the Roslyn Mills and acids manufactured at the Kaikorai Chemical Works. [640,80,786,111]
ad-text: WISHES to direct the attention of residents of Feilding and district to his large and well-assorted stock of Account books in every size, ruling and binding. [169,87,316,110]
news-item: A suggestion emanates from New South Wales that the colonies should combine to offer £70,000 reward for an effective means of rabbit extermination. [483,122,630,145]
news-item: Professor Miller's challenge to meet Sullivan, the American slogger, in the ring in San Francisco within four months, causes some excitement among sporting men in that city. Sullivan is required to send 500 dollars to the New York Clipper Office to pay Miller's expenses from Australia. [953,623,1101,669]
ad-text: Philoselle Silks, Crewel and Wool-worked Sachets, Cushions, Brackets, Mantle drapes, cushion cord and tassels. [169,172,316,195]
news-item: Captain Edwin telegraphs to-day :— Warning for northerly gales after from 10 to 16 hours have been sent to all places south of Napier and New Plymouth. [483,147,630,170]
news-item: A great deal has been said and written about spelling reform. People do not think for one moment when discussing this subject that reform is not needed in the spelling of words, but in their pronunciation. If clergymen, actors, public speakers, and all moderately well educated men were a little more careful, and gave some attention to this point, we would hear very little about alterations in spelling. The English speaking people ring and change their words more than any other in the world that have a written language. [483,763,630,839]
divider [13,695,159,696]
news-item: The annual meeting of the Manchester Road Board called for yesterday at noon lapsed for want of a quorum. [483,73,630,96]
news-item: Lord Augustus Loftus, Governor of New South Wales, has written an article to the Pall Mall Gazette in which he suggests that a council, similar to the Austrian Reichrath, should be formed as a basis of federation. [796,1143,943,1174]
ad-heading: ATKINS & CLERE, [198,315,287,327]
received-time: Received May 7, 12.30 p.m. [835,111,904,118]
news-item: The Glenelg, steamer, with two sailing vessels, have left for Kawau to endeavour to raise the steamer McGregor and bring her to Auckland. [796,712,943,735]
article-text: It was his pleasing duty to thank all who had promoted and assisted the bringing about of the object, the accomplishment of which they were now met together to celebrate. [953,431,1101,462]
ad-text: The best value ever offered in Manawatu in PIANOS and AMERICAN ORGANS. [169,197,316,212]
news-item: The University of Oxford confers the degree of D.D. on the Rev. Wm. Webber, Bishop of Brisbane. [796,1017,943,1032]
column-7 [949,36,1106,1536]
section-subheading: " Special to Star." [845,94,895,103]
divider [954,53,1101,54]
divider [170,928,316,929]
news-item: Decline of Man.—Nervous weakness, dyspepsia, impotence, sexual debility, cured by "Wells' Health Renewer." Druggists. Felton, Grimwade & Co., Agents, Wellington.—ADVT. [640,1030,786,1061]
news-item: A terrible explosion of firedamp occurred in the Camphausen coal mine, near Dudweiler, Saarbruck, shortly before one o'clock on the 18th March. Of 219 miners who descended the shaft for the night shift, thirty only are reported to be saved, this number including sixteen who had left the mine before the explosion occurred. The main shaft fell in after the explosion, and the ventilating apparatus was destroyed. Every effort is being made to save the men in the pit, but there seems little hope of success, as the workings are block in every direction. Up to the present (March 18) ninety two bodies have been brought to the pit's mouth. [640,523,786,614]
news-item: The St. James's Gazette, April 2nd, reported the failure of Bing Davis, of London with liabilities of £1,000,000. He has fled to Spain. [953,888,1101,911]
dateline: LONDON, May 6. [894,950,943,958]
mail-item: For Sandy Horse and Trondheim—Tuesday, Thursday and Saturday, 11.30 a.m. [13,225,159,241]
news-item: We understand that by request of the committee of the Feilding Lyceum a local clergyman will deliver a lecture in the Forester's hall on a Sunday evening shortly, of which full particulars will be duly advertised. [640,209,786,240]
section-heading: SPECIAL CABLEGRAMS [797,913,943,929]
ad-heading: NOTICE. [72,863,100,872]
dateline: WANGANUI, This Day. [56,54,116,61]
news-item: It is reported that the Australian contingent will come to England to await orders. [796,1126,943,1142]
divider [13,1004,159,1005]
ad-heading: 35,000 ACRES [214,377,271,388]
